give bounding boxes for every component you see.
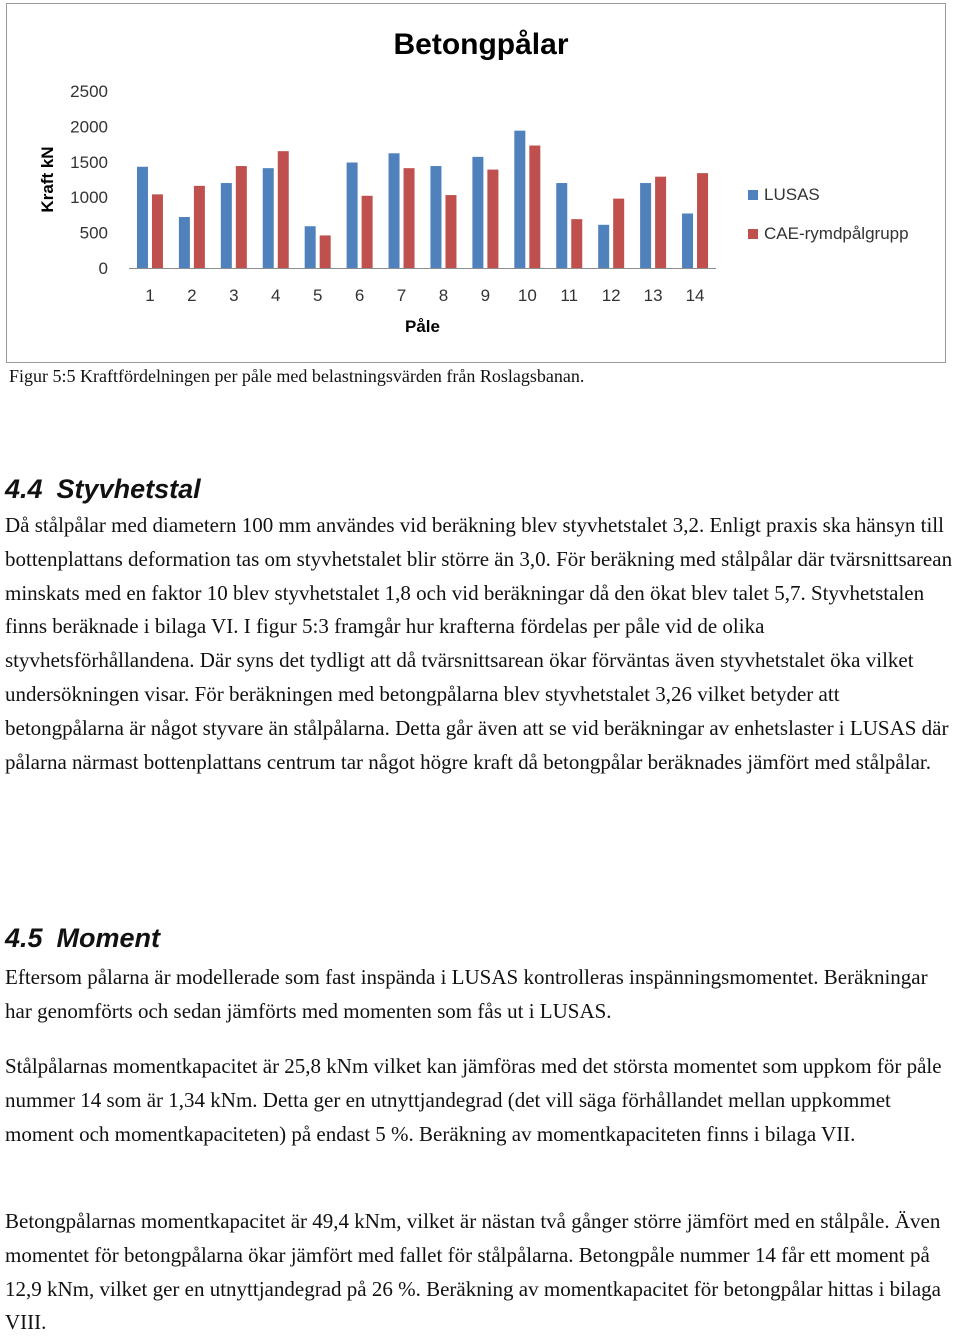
- bar-lusas-pale-12: [598, 225, 609, 268]
- section-title: Moment: [56, 923, 161, 953]
- y-tick-label: 2000: [70, 117, 108, 137]
- bar-cae-pale-14: [697, 173, 708, 268]
- bar-cae-pale-5: [320, 235, 331, 268]
- y-tick-label: 0: [98, 259, 108, 278]
- bar-cae-pale-8: [445, 195, 456, 268]
- x-tick-label: 10: [517, 286, 537, 305]
- x-tick-label: 14: [685, 286, 705, 305]
- section-title: Styvhetstal: [56, 474, 201, 504]
- bar-cae-pale-6: [362, 196, 373, 268]
- x-tick-label: 7: [396, 286, 407, 305]
- legend-swatch: [748, 229, 758, 239]
- paragraph-stalpalar: Stålpålarnas momentkapacitet är 25,8 kNm vilket kan jämföras med det största momentet som uppkom för påle nummer 14 som är 1,34 kNm. Detta ger en utnyttjandegrad (det vill säga förhållandet mellan uppkommet moment och momentkapaciteten) på endast 5 %. Beräkning av momentkapaciteten finns i bilaga VII.: [5, 1054, 942, 1146]
- bar-cae-pale-11: [571, 219, 582, 268]
- bar-lusas-pale-11: [556, 183, 567, 268]
- section-heading-4-5: [5, 923, 160, 954]
- bar-lusas-pale-6: [347, 163, 358, 268]
- figure-caption: Figur 5:5 Kraftfördelningen per påle med belastningsvärden från Roslagsbanan.: [9, 366, 585, 386]
- bar-cae-pale-1: [152, 194, 163, 268]
- section-number: 4.5: [5, 923, 43, 953]
- bar-lusas-pale-10: [514, 131, 525, 268]
- legend-label: LUSAS: [764, 185, 820, 204]
- bar-cae-pale-2: [194, 186, 205, 268]
- y-tick-label: 2500: [70, 82, 108, 101]
- bar-lusas-pale-8: [430, 166, 441, 268]
- bar-chart: [7, 4, 945, 362]
- y-tick-label: 1500: [70, 152, 108, 172]
- bar-lusas-pale-13: [640, 183, 651, 268]
- chart-frame: [6, 3, 946, 363]
- x-tick-label: 12: [601, 286, 621, 305]
- x-tick-label: 13: [643, 286, 663, 305]
- x-tick-label: 9: [480, 286, 491, 305]
- bar-cae-pale-7: [404, 168, 415, 268]
- chart-title: Betongpålar: [393, 28, 569, 61]
- legend-label: CAE-rymdpålgrupp: [764, 224, 909, 243]
- bar-cae-pale-3: [236, 166, 247, 268]
- bar-lusas-pale-2: [179, 217, 190, 268]
- y-tick-label: 1000: [70, 188, 108, 208]
- bar-lusas-pale-1: [137, 167, 148, 268]
- x-tick-label: 6: [354, 286, 365, 305]
- x-tick-label: 3: [229, 286, 239, 305]
- bar-lusas-pale-3: [221, 183, 232, 268]
- bar-cae-pale-13: [655, 177, 666, 268]
- x-tick-label: 8: [438, 286, 449, 305]
- bar-lusas-pale-14: [682, 213, 693, 268]
- paragraph-moment-intro: Eftersom pålarna är modellerade som fast inspända i LUSAS kontrolleras inspänningsmomentet. Beräkningar har genomförts och sedan jämförts med momenten som fås ut i LUSAS.: [5, 965, 928, 1023]
- legend-swatch: [748, 190, 758, 200]
- bar-lusas-pale-5: [305, 226, 316, 268]
- y-tick-label: 500: [79, 223, 108, 243]
- section-heading-4-4: [5, 474, 201, 505]
- x-tick-label: 11: [560, 286, 579, 305]
- x-tick-label: 4: [271, 286, 281, 305]
- bar-cae-pale-10: [529, 146, 540, 268]
- y-axis-label: Kraft kN: [38, 146, 57, 213]
- bar-lusas-pale-4: [263, 168, 274, 268]
- bar-cae-pale-9: [487, 170, 498, 268]
- paragraph-betongpalar: Betongpålarnas momentkapacitet är 49,4 kNm, vilket är nästan två gånger större jämfört med en stålpåle. Även momentet för betongpålarna ökar jämfört med fallet för stålpålarna. Betongpåle nummer 14 får ett moment på 12,9 kNm, vilket ger en utnyttjandegrad på 26 %. Beräkning av momentkapacitet för betongpålar hittas i bilaga VIII.: [5, 1209, 941, 1335]
- x-axis-label: Påle: [405, 317, 440, 336]
- bar-cae-pale-12: [613, 199, 624, 268]
- paragraph-styvhetstal: Då stålpålar med diametern 100 mm användes vid beräkning blev styvhetstalet 3,2. Enligt praxis ska hänsyn till bottenplattans deformation tas om styvhetstalet blir större än 3,0. För beräkning med stålpålar där tvärsnittsarean minskats med en faktor 10 blev styvhetstalet 1,8 och vid beräkningar då den ökat blev talet 5,7. Styvhetstalen finns beräknade i bilaga VI. I figur 5:3 framgår hur krafterna fördelas per påle vid de olika styvhetsförhållandena. Där syns det tydligt att då tvärsnittsarean ökar förväntas även styvhetstalet öka vilket undersökningen visar. För beräkningen med betongpålarna blev styvhetstalet 3,26 vilket betyder att betongpålarna är något styvare än stålpålarna. Detta går även att se vid beräkningar av enhetslaster i LUSAS där pålarna närmast bottenplattans centrum tar något högre kraft då betongpålar beräknades jämfört med stålpålar.: [5, 513, 953, 774]
- x-tick-label: 1: [145, 286, 155, 305]
- section-number: 4.4: [5, 474, 43, 504]
- bar-cae-pale-4: [278, 151, 289, 268]
- bar-lusas-pale-7: [389, 153, 400, 268]
- x-tick-label: 5: [312, 286, 323, 305]
- x-tick-label: 2: [187, 286, 197, 305]
- bar-lusas-pale-9: [472, 157, 483, 268]
